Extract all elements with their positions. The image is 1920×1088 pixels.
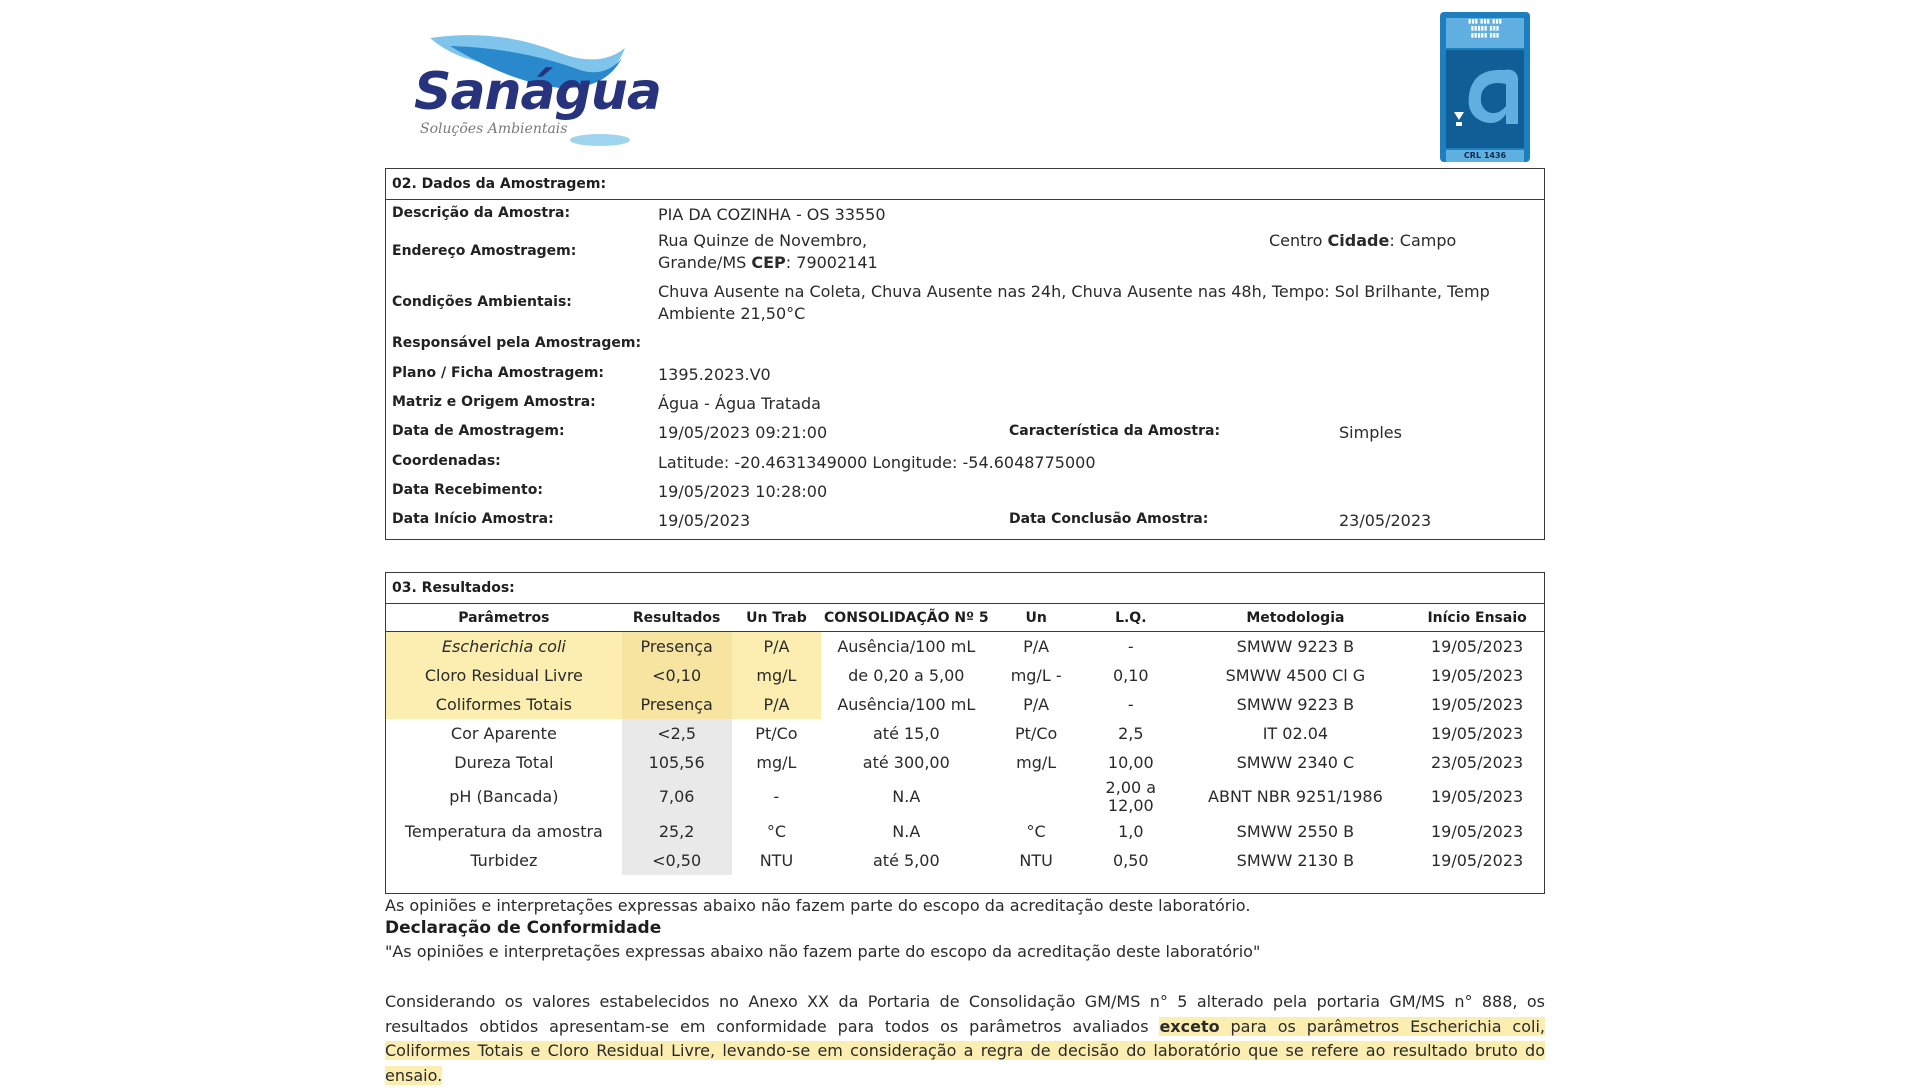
col-header-un: Un bbox=[991, 605, 1081, 632]
date-cell: 19/05/2023 bbox=[1430, 637, 1524, 656]
method-cell: ABNT NBR 9251/1986 bbox=[1208, 787, 1383, 806]
seal-top-band: ▮▮▮ ▮▮▮ ▮▮▮ ▮▮▮▮▮ ▮▮▮ ▮▮▮▮▮ ▮▮▮ bbox=[1446, 18, 1524, 48]
limit-cell: N.A bbox=[892, 822, 921, 841]
results-header-row bbox=[386, 605, 1544, 632]
unit-cell: °C bbox=[766, 822, 787, 841]
limit-cell: de 0,20 a 5,00 bbox=[848, 666, 965, 685]
matriz-value: Água - Água Tratada bbox=[658, 394, 821, 413]
declaration-body-part2: para os parâmetros Escherichia coli, Coliformes Totais e Cloro Residual Livre, levando-se em consideração a regra de decisão do laboratório que se refere ao resultado bruto do ensaio. bbox=[385, 1016, 1545, 1085]
accreditation-a-icon bbox=[1446, 50, 1524, 148]
lq-cell: 0,50 bbox=[1112, 851, 1149, 870]
table-row bbox=[386, 719, 1544, 748]
col-header-resultados: Resultados bbox=[622, 605, 732, 632]
logo-name: Sanágua bbox=[414, 62, 661, 122]
condicoes-row bbox=[386, 282, 1544, 326]
table-row bbox=[386, 690, 1544, 719]
method-cell: SMWW 9223 B bbox=[1236, 637, 1355, 656]
date-cell: 19/05/2023 bbox=[1430, 695, 1524, 714]
un-cell: NTU bbox=[1019, 851, 1053, 870]
descricao-value: PIA DA COZINHA - OS 33550 bbox=[658, 205, 886, 224]
lq-cell: 10,00 bbox=[1107, 753, 1154, 772]
data-amostragem-value: 19/05/2023 09:21:00 bbox=[658, 423, 828, 442]
col-header-consolidacao: CONSOLIDAÇÃO Nº 5 bbox=[821, 605, 991, 632]
un-cell: mg/L bbox=[1016, 753, 1057, 772]
lq-cell: 2,5 bbox=[1118, 724, 1144, 743]
recebimento-label: Data Recebimento: bbox=[392, 482, 543, 498]
unit-cell: Pt/Co bbox=[755, 724, 798, 743]
unit-cell: - bbox=[773, 787, 780, 806]
condicoes-label: Condições Ambientais: bbox=[392, 294, 572, 310]
inicio-label: Data Início Amostra: bbox=[392, 511, 554, 527]
conclusao-value: 23/05/2023 bbox=[1339, 511, 1432, 530]
report-header bbox=[385, 0, 1545, 168]
sampling-data-panel bbox=[385, 168, 1545, 540]
accreditation-seal bbox=[1440, 12, 1530, 162]
lq-cell: - bbox=[1127, 695, 1134, 714]
endereco-cidade: Centro Cidade: Campo bbox=[1269, 231, 1457, 250]
recebimento-value: 19/05/2023 10:28:00 bbox=[658, 482, 828, 501]
endereco-line1: Rua Quinze de Novembro, bbox=[658, 231, 868, 250]
coordenadas-value: Latitude: -20.4631349000 Longitude: -54.6048775000 bbox=[658, 453, 1096, 472]
sampling-data-title: 02. Dados da Amostragem: bbox=[386, 169, 1544, 200]
param-cell: Turbidez bbox=[470, 851, 538, 870]
result-cell: 105,56 bbox=[622, 748, 732, 777]
results-table bbox=[386, 605, 1544, 875]
declaration-quote: "As opiniões e interpretações expressas abaixo não fazem parte do escopo da acreditação deste laboratório" bbox=[385, 942, 1261, 961]
method-cell: IT 02.04 bbox=[1262, 724, 1329, 743]
unit-cell: mg/L bbox=[756, 753, 797, 772]
param-cell: Coliformes Totais bbox=[386, 690, 622, 719]
result-cell: <0,50 bbox=[622, 846, 732, 875]
inicio-value: 19/05/2023 bbox=[658, 511, 751, 530]
limit-cell: Ausência/100 mL bbox=[837, 695, 976, 714]
results-title: 03. Resultados: bbox=[386, 573, 1544, 604]
scope-note: As opiniões e interpretações expressas abaixo não fazem parte do escopo da acreditação deste laboratório. bbox=[385, 896, 1251, 915]
table-row bbox=[386, 817, 1544, 846]
declaration-title: Declaração de Conformidade bbox=[385, 918, 662, 938]
sanagua-logo bbox=[410, 18, 661, 153]
lq-cell: - bbox=[1127, 637, 1134, 656]
date-cell: 19/05/2023 bbox=[1430, 724, 1524, 743]
unit-cell: NTU bbox=[759, 851, 794, 870]
date-cell: 23/05/2023 bbox=[1430, 753, 1524, 772]
table-row bbox=[386, 632, 1544, 662]
limit-cell: até 5,00 bbox=[872, 851, 940, 870]
data-amostragem-label: Data de Amostragem: bbox=[392, 423, 565, 439]
method-cell: SMWW 4500 Cl G bbox=[1225, 666, 1366, 685]
matriz-label: Matriz e Origem Amostra: bbox=[392, 394, 596, 410]
unit-cell: mg/L bbox=[732, 661, 822, 690]
param-cell: Temperatura da amostra bbox=[404, 822, 603, 841]
method-cell: SMWW 2550 B bbox=[1236, 822, 1355, 841]
date-cell: 19/05/2023 bbox=[1430, 822, 1524, 841]
result-cell: <2,5 bbox=[622, 719, 732, 748]
conclusao-label: Data Conclusão Amostra: bbox=[1009, 511, 1209, 527]
descricao-label: Descrição da Amostra: bbox=[392, 205, 571, 221]
un-cell: °C bbox=[1026, 822, 1046, 841]
seal-code: CRL 1436 bbox=[1446, 150, 1524, 162]
result-cell: Presença bbox=[622, 690, 732, 719]
plano-value: 1395.2023.V0 bbox=[658, 365, 771, 384]
limit-cell: N.A bbox=[892, 787, 921, 806]
unit-cell: P/A bbox=[732, 632, 822, 662]
logo-tagline: Soluções Ambientais bbox=[420, 121, 568, 137]
result-cell: 7,06 bbox=[622, 777, 732, 817]
un-cell bbox=[991, 777, 1081, 817]
limit-cell: Ausência/100 mL bbox=[837, 637, 976, 656]
lq-cell: 0,10 bbox=[1112, 666, 1149, 685]
method-cell: SMWW 2340 C bbox=[1236, 753, 1355, 772]
lq-cell: 2,00 a 12,00 bbox=[1105, 778, 1157, 815]
coordenadas-label: Coordenadas: bbox=[392, 453, 501, 469]
date-cell: 19/05/2023 bbox=[1430, 851, 1524, 870]
caracteristica-label: Característica da Amostra: bbox=[1009, 423, 1221, 439]
col-header-parametros: Parâmetros bbox=[386, 605, 622, 632]
un-cell: mg/L - bbox=[1010, 666, 1062, 685]
result-cell: Presença bbox=[622, 632, 732, 662]
table-row bbox=[386, 777, 1544, 817]
date-cell: 19/05/2023 bbox=[1430, 666, 1524, 685]
col-header-inicio-ensaio: Início Ensaio bbox=[1410, 605, 1544, 632]
method-cell: SMWW 9223 B bbox=[1236, 695, 1355, 714]
table-row bbox=[386, 846, 1544, 875]
param-cell: Escherichia coli bbox=[386, 632, 622, 662]
endereco-label: Endereço Amostragem: bbox=[392, 243, 577, 259]
lq-cell: 1,0 bbox=[1118, 822, 1144, 841]
declaration-body-part1: Considerando os valores estabelecidos no Anexo XX da Portaria de Consolidação GM/MS n° 5 alterado pela portaria GM/MS n° 888, os resultados obtidos apresentam-se em conformidade para todos os parâmetros avaliados bbox=[385, 992, 1545, 1036]
un-cell: P/A bbox=[1023, 695, 1050, 714]
table-row bbox=[386, 661, 1544, 690]
table-row bbox=[386, 748, 1544, 777]
param-cell: pH (Bancada) bbox=[449, 787, 559, 806]
limit-cell: até 15,0 bbox=[872, 724, 940, 743]
param-cell: Cor Aparente bbox=[450, 724, 557, 743]
declaration-body bbox=[385, 990, 1545, 1088]
condicoes-line2: Ambiente 21,50°C bbox=[658, 304, 806, 323]
col-header-lq: L.Q. bbox=[1081, 605, 1181, 632]
un-cell: P/A bbox=[1023, 637, 1050, 656]
un-cell: Pt/Co bbox=[1015, 724, 1058, 743]
plano-label: Plano / Ficha Amostragem: bbox=[392, 365, 605, 381]
condicoes-line1: Chuva Ausente na Coleta, Chuva Ausente nas 24h, Chuva Ausente nas 48h, Tempo: Sol Brilhante, Temp bbox=[658, 282, 1490, 301]
report-page bbox=[385, 0, 1545, 1085]
col-header-metodologia: Metodologia bbox=[1181, 605, 1411, 632]
endereco-line2: Grande/MS CEP: 79002141 bbox=[658, 253, 878, 272]
limit-cell: até 300,00 bbox=[862, 753, 950, 772]
date-cell: 19/05/2023 bbox=[1430, 787, 1524, 806]
result-cell: <0,10 bbox=[622, 661, 732, 690]
col-header-un-trab: Un Trab bbox=[732, 605, 822, 632]
declaration-exceto: exceto bbox=[1159, 1016, 1220, 1036]
result-cell: 25,2 bbox=[622, 817, 732, 846]
method-cell: SMWW 2130 B bbox=[1236, 851, 1355, 870]
results-panel bbox=[385, 572, 1545, 894]
endereco-row bbox=[386, 231, 1544, 275]
responsavel-label: Responsável pela Amostragem: bbox=[392, 335, 642, 351]
param-cell: Cloro Residual Livre bbox=[386, 661, 622, 690]
param-cell: Dureza Total bbox=[454, 753, 554, 772]
unit-cell: P/A bbox=[732, 690, 822, 719]
caracteristica-value: Simples bbox=[1339, 423, 1402, 442]
